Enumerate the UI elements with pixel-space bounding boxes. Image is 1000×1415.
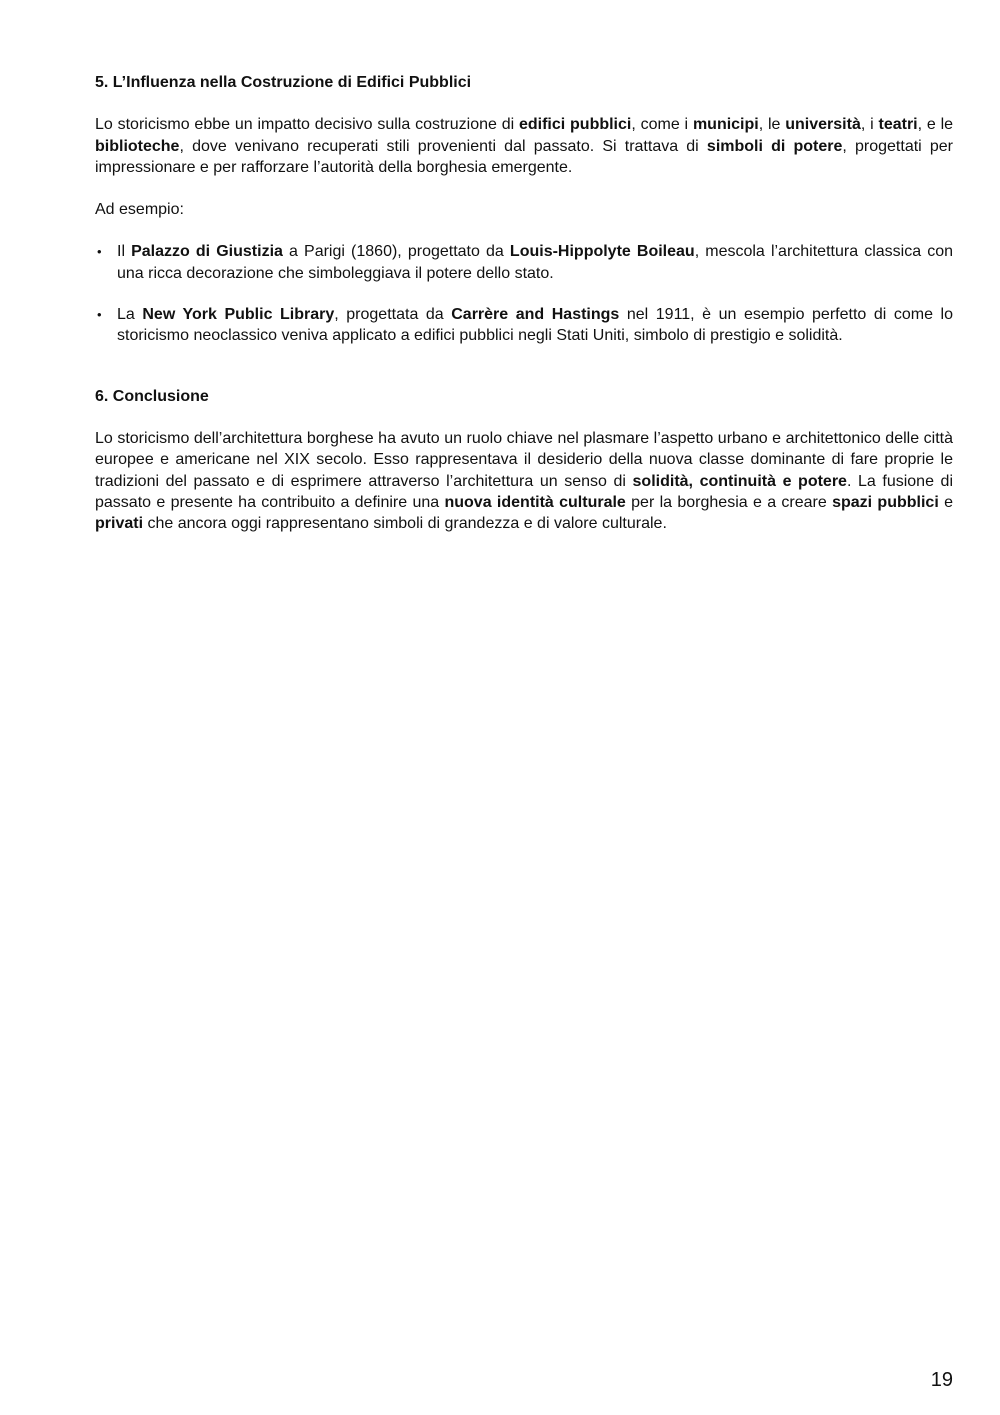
bold-term-louis-hippolyte-boileau: Louis-Hippolyte Boileau [509, 243, 695, 261]
bold-term-universita: università [785, 116, 861, 134]
bold-term-solidita-continuita-potere: solidità, continuità e potere [632, 472, 847, 490]
bold-term-palazzo-di-giustizia: Palazzo di Giustizia [131, 243, 283, 261]
bold-term-spazi-pubblici: spazi pubblici [832, 493, 939, 511]
example-intro: Ad esempio: [95, 201, 184, 219]
text-run: , come i [631, 116, 693, 134]
text-run: . La fusione di passato e presente ha contribuito a definire una [95, 472, 953, 511]
page-number: 19 [930, 1369, 953, 1391]
text-run: , mescola l’architettura classica con una ricca decorazione che simboleggiava il potere dello stato. [117, 243, 954, 282]
text-run: per la borghesia e a creare [625, 493, 833, 511]
text-run: nel 1911, è un esempio perfetto di come lo storicismo neoclassico veniva applicato a edifici pubblici negli Stati Uniti, simbolo di prestigio e solidità. [117, 306, 953, 345]
text-run: che ancora oggi rappresentano simboli di grandezza e di valore culturale. [143, 515, 667, 533]
text-run: , le [758, 116, 786, 134]
bold-term-nuova-identita-culturale: nuova identità culturale [444, 493, 626, 511]
bold-term-new-york-public-library: New York Public Library [142, 306, 335, 324]
section-5-heading: 5. L’Influenza nella Costruzione di Edifici Pubblici [95, 74, 472, 91]
bold-term-carrere-and-hastings: Carrère and Hastings [451, 306, 620, 324]
bullet-icon: • [97, 307, 102, 323]
list-item [95, 241, 953, 284]
text-run: , i [860, 116, 879, 134]
section-5-paragraph [95, 114, 953, 178]
section-6-paragraph [95, 428, 953, 534]
bold-term-simboli-di-potere: simboli di potere [706, 137, 843, 155]
bold-term-edifici-pubblici: edifici pubblici [518, 116, 632, 134]
text-run: , e le [917, 116, 954, 134]
examples-list [95, 241, 953, 346]
text-run: e [938, 493, 953, 511]
bold-term-teatri: teatri [878, 116, 918, 134]
text-run: , progettata da [334, 306, 452, 324]
list-item [95, 304, 953, 347]
bold-term-biblioteche: biblioteche [95, 137, 180, 155]
text-run: a Parigi (1860), progettato da [282, 243, 510, 261]
text-run: Lo storicismo dell’architettura borghese ha avuto un ruolo chiave nel plasmare l’aspetto urbano e architettonico delle città europee e americane nel XIX secolo. Esso rappresentava il desiderio della nuova classe dominante di fare proprie le tradizioni del passato e di esprimere attraverso l’architettura un senso di [95, 429, 953, 490]
text-run: Lo storicismo ebbe un impatto decisivo sulla costruzione di [95, 116, 519, 134]
text-run: Il [117, 243, 132, 261]
text-run: , dove venivano recuperati stili provenienti dal passato. Si trattava di [179, 137, 707, 155]
section-6-heading: 6. Conclusione [95, 387, 209, 405]
text-run: La [117, 306, 143, 324]
list-spacer [95, 284, 953, 304]
bold-term-municipi: municipi [692, 116, 759, 134]
bullet-icon: • [97, 244, 102, 260]
text-run: , progettati per impressionare e per rafforzare l’autorità della borghesia emergente. [95, 137, 954, 176]
document-page [95, 72, 953, 534]
bold-term-privati: privati [95, 515, 144, 533]
